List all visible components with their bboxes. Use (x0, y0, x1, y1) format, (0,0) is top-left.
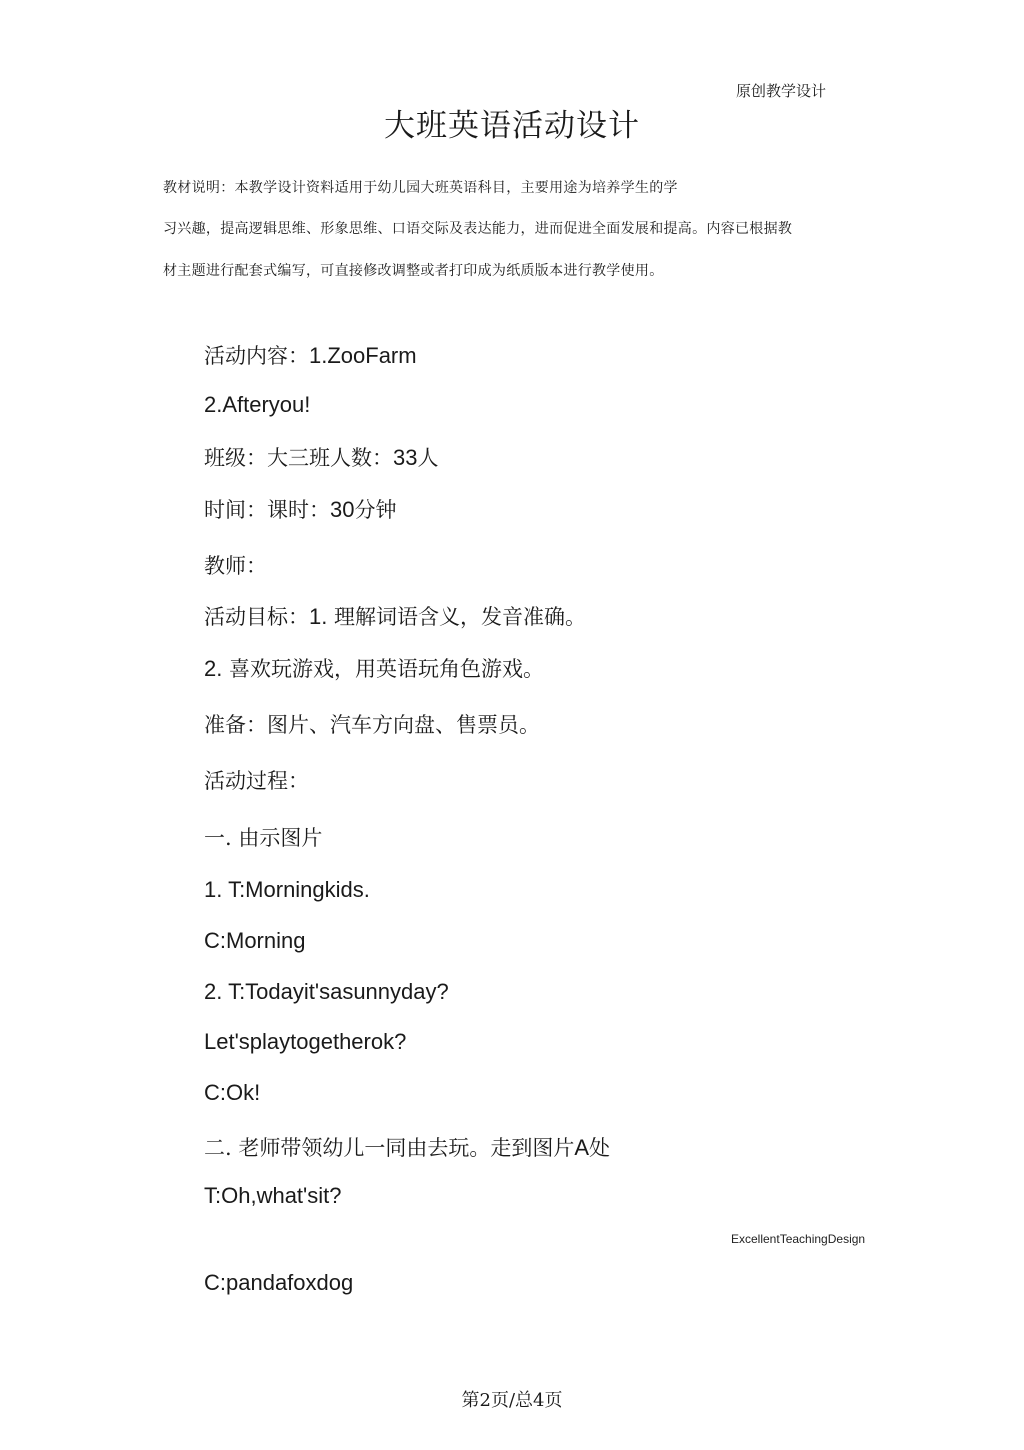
description-line-3: 材主题进行配套式编写，可直接修改调整或者打印成为纸质版本进行教学使用。 (163, 263, 664, 279)
page-number: 第2页/总4页 (461, 1390, 563, 1411)
description-line-2: 习兴趣，提高逻辑思维、形象思维、口语交际及表达能力，进而促进全面发展和提高。内容已根据教 (163, 221, 793, 237)
goal-label: 活动目标： (204, 605, 309, 629)
activity-content (204, 340, 417, 370)
step-2-text: 二. 老师带领幼儿一同由去玩。走到图片 (204, 1136, 575, 1160)
step-2 (204, 1132, 610, 1162)
page-title: 大班英语活动设计 (384, 108, 640, 144)
activity-process: 活动过程： (204, 769, 309, 793)
class-count: 33 (393, 445, 418, 470)
step-2-end: 处 (589, 1136, 611, 1160)
teacher-label: 教师： (204, 554, 267, 578)
activity-content-1: 1.ZooFarm (309, 343, 417, 368)
dialog-line-5: C:Ok! (204, 1080, 261, 1105)
activity-goal-2 (204, 653, 544, 683)
goal-2-num: 2. (204, 656, 223, 681)
activity-content-2: 2.Afteryou! (204, 392, 311, 417)
dialog-line-6: T:Oh,what'sit? (204, 1183, 342, 1208)
goal-2-text: 喜欢玩游戏，用英语玩角色游戏。 (229, 657, 545, 681)
header-tag: 原创教学设计 (736, 82, 827, 100)
step-2-letter: A (574, 1135, 590, 1160)
step-1: 一. 由示图片 (204, 826, 323, 850)
preparation: 准备：图片、汽车方向盘、售票员。 (204, 713, 540, 737)
activity-goal-1 (204, 601, 586, 631)
time-value: 30 (330, 497, 355, 522)
class-label: 班级：大三班人数： (204, 446, 393, 470)
time-info (204, 494, 396, 524)
activity-content-label: 活动内容： (204, 344, 309, 368)
dialog-line-3: 2. T:Todayit'sasunnyday? (204, 979, 449, 1004)
time-label: 时间：课时： (204, 498, 330, 522)
dialog-line-1: 1. T:Morningkids. (204, 877, 370, 902)
goal-1-num: 1. (309, 604, 328, 629)
dialog-line-4: Let'splaytogetherok? (204, 1029, 407, 1054)
dialog-line-7: C:pandafoxdog (204, 1270, 354, 1295)
class-unit: 人 (417, 446, 439, 470)
class-info (204, 442, 438, 472)
dialog-line-2: C:Morning (204, 928, 306, 953)
time-unit: 分钟 (354, 498, 397, 522)
goal-1-text: 理解词语含义，发音准确。 (334, 605, 587, 629)
footer-tag: ExcellentTeachingDesign (731, 1232, 866, 1246)
description-line-1: 教材说明：本教学设计资料适用于幼儿园大班英语科目，主要用途为培养学生的学 (163, 180, 678, 196)
